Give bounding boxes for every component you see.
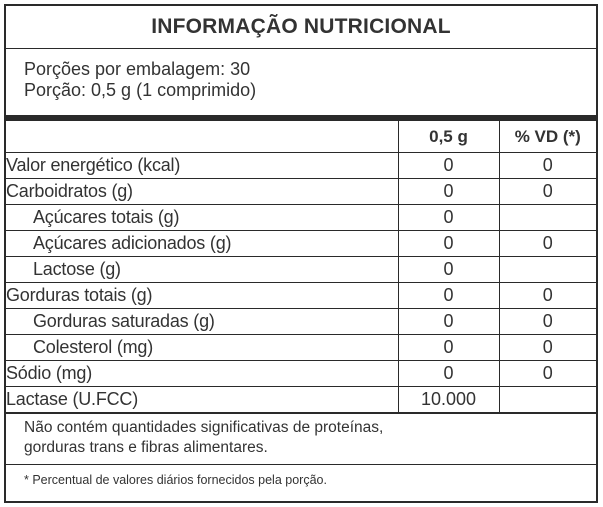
not-significant-note: [6, 413, 596, 465]
nutrient-label: Valor energético (kcal): [6, 153, 398, 179]
daily-value-footnote: * Percentual de valores diários fornecidos pela porção.: [24, 473, 327, 487]
nutrient-amount: 0: [398, 153, 499, 179]
nutrient-label: Sódio (mg): [6, 361, 398, 387]
header-nutrient: [6, 121, 398, 153]
nutrient-label: Lactase (U.FCC): [6, 387, 398, 413]
portions-per-package: Porções por embalagem: 30: [24, 59, 251, 79]
table-row: [6, 335, 596, 361]
nutrition-facts-panel: [4, 4, 598, 503]
nutrient-label: Gorduras totais (g): [6, 283, 398, 309]
table-row: [6, 153, 596, 179]
nutrient-amount: 0: [398, 309, 499, 335]
table-row: [6, 387, 596, 413]
nutrient-amount: 0: [398, 205, 499, 231]
nutrient-daily-value: [499, 387, 596, 413]
nutrient-daily-value: 0: [499, 283, 596, 309]
portion-info: [6, 49, 596, 121]
nutrient-daily-value: [499, 205, 596, 231]
not-significant-line-2: gorduras trans e fibras alimentares.: [24, 439, 268, 456]
nutrient-amount: 0: [398, 257, 499, 283]
not-significant-line-1: Não contém quantidades significativas de proteínas,: [24, 419, 384, 436]
panel-title: INFORMAÇÃO NUTRICIONAL: [6, 6, 596, 49]
table-row: [6, 231, 596, 257]
header-daily-value: % VD (*): [499, 121, 596, 153]
table-row: [6, 283, 596, 309]
nutrient-label: Açúcares totais (g): [6, 205, 398, 231]
nutrient-daily-value: 0: [499, 335, 596, 361]
table-row: [6, 205, 596, 231]
nutrient-amount: 0: [398, 335, 499, 361]
nutrient-label: Carboidratos (g): [6, 179, 398, 205]
serving-size: Porção: 0,5 g (1 comprimido): [24, 80, 257, 100]
table-row: [6, 309, 596, 335]
nutrient-amount: 0: [398, 361, 499, 387]
header-amount: 0,5 g: [398, 121, 499, 153]
table-row: [6, 179, 596, 205]
nutrient-daily-value: 0: [499, 231, 596, 257]
table-row: [6, 257, 596, 283]
nutrient-amount: 0: [398, 179, 499, 205]
nutrient-label: Lactose (g): [6, 257, 398, 283]
nutrient-daily-value: 0: [499, 309, 596, 335]
table-row: [6, 361, 596, 387]
nutrient-amount: 0: [398, 231, 499, 257]
table-header-row: [6, 121, 596, 153]
nutrient-amount: 0: [398, 283, 499, 309]
nutrition-table: [6, 121, 596, 413]
nutrient-label: Gorduras saturadas (g): [6, 309, 398, 335]
nutrient-daily-value: [499, 257, 596, 283]
nutrient-amount: 10.000: [398, 387, 499, 413]
nutrient-label: Colesterol (mg): [6, 335, 398, 361]
nutrient-daily-value: 0: [499, 361, 596, 387]
nutrition-table-body: [6, 153, 596, 413]
nutrient-label: Açúcares adicionados (g): [6, 231, 398, 257]
nutrient-daily-value: 0: [499, 153, 596, 179]
nutrient-daily-value: 0: [499, 179, 596, 205]
